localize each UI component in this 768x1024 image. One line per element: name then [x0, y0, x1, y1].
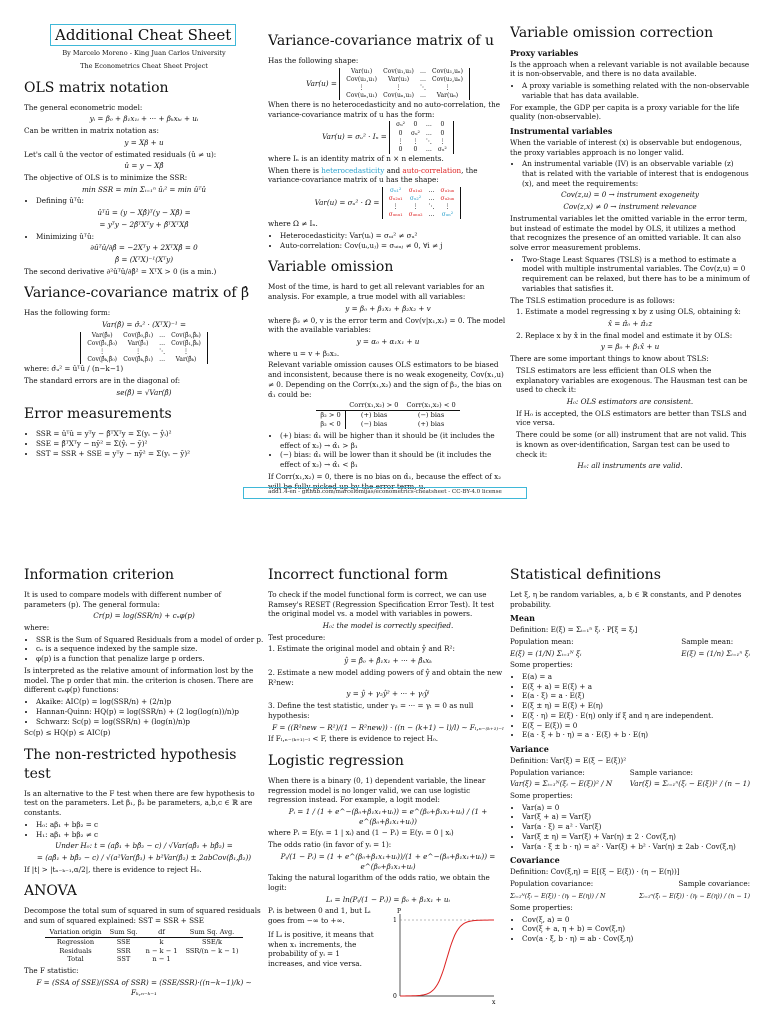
table-cell: k	[159, 937, 164, 946]
criteria-order: Sc(p) ≤ HQ(p) ≤ AIC(p)	[24, 728, 111, 738]
functional-s1: 1. Estimate the original model and obtain ŷ and R²:	[268, 644, 455, 654]
iv-req2: Cov(z,x) ≠ 0 → instrument relevance	[563, 202, 697, 212]
list-item: • φ(p) is a function that penalize large p orders.	[36, 654, 264, 664]
logit-title: Logistic regression	[268, 752, 404, 769]
column-1	[24, 24, 264, 512]
list-item: • Defining ûᵀû:	[36, 196, 264, 206]
table-row	[316, 411, 459, 420]
column-2: Variance-covariance matrix of u Has the following shape: Var(u) = Var(u₁) Cov(u₁,u₂) … Cov(u₁,uₙ) Cov(u₂,u₁) Var(u₂) … Cov(u₂,uₙ) ⋮ ⋮ ⋱ ⋮ Cov(uₙ,u₁) Cov(uₙ,u₂) … Var(uₙ) When there is no heterocedasticity and no auto-correlation, the variance-covariance matrix of u has the form: Var(u) = σᵤ² · Iₙ = σᵤ² 0 … 0 0 σᵤ² … 0 ⋮ ⋮ ⋱ ⋮ 0 0 … σᵤ² where Iₙ is an identity matrix of n × n elements. When there is heterocedasticity and auto-correlation, the variance-covariance matrix of u has the shape: Var(u) = σᵤ² · Ω = σᵤ₁² σᵤ₁ᵤ₂ … σᵤ₁ᵤₙ σᵤ₂ᵤ₁ σᵤ₂² … σᵤ₂ᵤₙ ⋮ ⋮ ⋱ ⋮ σᵤₙᵤ₁ σᵤₙᵤ₂ … σᵤₙ² where Ω ≠ Iₙ. • Heterocedasticity: Var(uᵢ) = σᵤᵢ² ≠ σᵤ² • Auto-correlation: Cov(uᵢ,uⱼ) = σᵤᵢᵤⱼ ≠ 0, ∀i ≠ j Variable omission Most of the time, is hard to get all relevant variables for an analysis. For example, a true model with all variables: y = β₀ + β₁x₁ + β₂x₂ + v where β₂ ≠ 0, v is the error term and Cov(v|x₁,x₂) = 0. The model with the available variables: y = α₀ + α₁x₁ + u where u = v + β₂x₂. Relevant variable omission causes OLS estimators to be biased and inconsistent, because there is no weak exogeneity, Cov(x₁,u) ≠ 0. Depending on the Corr(x₁,x₂) and the sign of β₂, the bias on α̂₁ could be: Corr(x₁,x₂) > 0 Corr(x₁,x₂) < 0 β₂ > 0 (+) bias (−) bias β₂ < 0 (−) bias (+) bias • (+) bias: α̂₁ will be higher than it should be (it includes the effect of x₂) → α̂₁ > β₁ • (−) bias: α̂₁ will be lower than it should be (it includes the effect of x₂) → α̂₁ < β₁ If Corr(x₁,x₂) = 0, there is no bias on α̂₁, because the effect of x₂ will be fully picked up by the error term, u.	[268, 24, 508, 512]
list-item: • Akaike: AIC(p) = log(SSR/n) + (2/n)p	[36, 697, 264, 707]
matrix-cell: ⋱	[159, 347, 166, 355]
list-item: • Cov(ξ, a) = 0	[522, 915, 750, 925]
pop-mean-eq: E(ξ) = (1/N) Σᵢ₌₁ᴺ ξᵢ	[510, 648, 582, 658]
ols-matrix-eq: y = Xβ + u	[124, 137, 164, 147]
info-eq: Cr(p) = log(SSR/n) + cₙφ(p)	[93, 611, 195, 621]
ols-resid-eq: û = y − Xβ̂	[124, 161, 164, 171]
nonres-p1: Is an alternative to the F test when there are few hypothesis to test on the parameters. Let β₁, β₂ be parameters, a,b,c ∈ ℝ are constants.	[24, 788, 255, 818]
covariance-heading: Covariance	[510, 855, 560, 866]
se-eq: se(β̂) = √Var(β̂)	[116, 387, 172, 397]
tsls-note2-eq: H₀: all instruments are valid.	[577, 461, 683, 471]
ols-minimizing-list	[24, 232, 264, 242]
list-item: • Cov(ξ + a, η + b) = Cov(ξ,η)	[522, 924, 750, 934]
list-item: • Var(a) = 0	[522, 803, 750, 813]
table-cell: β₂ < 0	[316, 420, 345, 429]
list-item: • Cov(a · ξ, b · η) = ab · Cov(ξ,η)	[522, 934, 750, 944]
matrix-cell: 0	[398, 145, 403, 153]
ols-defining-list	[24, 196, 264, 206]
matrix-cell: …	[159, 339, 166, 347]
matrix-cell: σᵤₙ²	[441, 211, 454, 219]
table-header-cell: Sum Sq.	[106, 928, 142, 937]
matrix-cell: Cov(β̂₀,β̂ₖ)	[171, 331, 201, 339]
mean-props-label: Some properties:	[510, 660, 573, 670]
table-header-cell	[316, 401, 345, 410]
table-row	[45, 937, 242, 946]
authors: By Marcelo Moreno - King Juan Carlos University	[62, 49, 226, 58]
ols-min-eq2: β̂ = (XᵀX)⁻¹(Xᵀy)	[114, 255, 174, 265]
table-row	[45, 947, 242, 956]
cov-props-list	[510, 915, 750, 944]
matrix-cell: σᵤ²	[396, 121, 406, 129]
matrix-cell: 0	[440, 129, 445, 137]
matrix-cell: σᵤ²	[411, 129, 420, 137]
anova-table	[45, 928, 242, 965]
functional-p1: To check if the model functional form is correct, we can use Ramsey's RESET (Regression Specification Error Test). It test the original model vs. a model with variables in powers.	[268, 589, 495, 619]
matrix-cell: Cov(u₂,uₙ)	[432, 75, 463, 83]
matrix-cell: Cov(β̂₁,β̂ₖ)	[171, 339, 201, 347]
list-item: • (+) bias: α̂₁ will be higher than it should be (it includes the effect of x₂) → α̂₁ > β₁	[280, 431, 508, 450]
matrix-cell: ⋱	[428, 203, 435, 211]
table-cell: n − 1	[152, 955, 171, 964]
vcov-beta-title: Variance-covariance matrix of β̂	[24, 285, 250, 302]
matrix-cell: 0	[413, 145, 418, 153]
info-p1: It is used to compare models with different number of parameters (p). The general formula:	[24, 589, 222, 609]
info-p2: Is interpreted as the relative amount of information lost by the model. The p order that min. the criterion is chosen. There are different cₙφ(p) functions:	[24, 665, 254, 695]
ols-objective: The objective of OLS is to minimize the SSR:	[24, 172, 188, 182]
matrix-cell: ⋮	[182, 347, 189, 355]
list-item: • SSR = ûᵀû = yᵀy − β̂ᵀXᵀy = Σ(yᵢ − ŷᵢ)²	[36, 429, 264, 439]
matrix-cell: Cov(u₂,u₁)	[346, 75, 377, 83]
table-cell: (+) bias	[417, 420, 445, 429]
iv-p: When the variable of interest (x) is observable but endogenous, the proxy variables approach is no longer valid.	[510, 137, 742, 157]
omission-p5: If Corr(x₁,x₂) = 0, there is no bias on α̂₁, because the effect of x₂ will be fully picked up by the error term, u.	[268, 471, 502, 491]
var-def: Definition: Var(ξ) = E(ξ − E(ξ))²	[510, 755, 627, 765]
matrix-cell: σᵤ₁²	[390, 186, 402, 194]
stats-p1: Let ξ, η be random variables, a, b ∈ ℝ constants, and P denotes probability.	[510, 589, 742, 609]
functional-title: Incorrect functional form	[268, 567, 448, 583]
vcov-u-matrix	[339, 68, 470, 100]
logistic-curve	[400, 920, 494, 996]
project: The Econometrics Cheat Sheet Project	[80, 62, 208, 71]
logit-eq: Lᵢ = ln(Pᵢ/(1 − Pᵢ)) = β₀ + β₁x₁ + uᵢ	[326, 894, 450, 904]
omission-p1: Most of the time, is hard to get all relevant variables for an analysis. For example, a true model with all variables:	[268, 282, 485, 302]
ols-model-eq: yᵢ = β₀ + β₁x₁ᵢ + ··· + βₖxₖᵢ + uᵢ	[89, 114, 199, 124]
anova-f-eq: F = (SSA of SSE)/(SSA of SSR) = (SSE/SSR)·((n−k−1)/k) ∼ Fₖ,ₙ₋ₖ₋₁	[36, 978, 252, 997]
matrix-cell: 0	[440, 121, 445, 129]
mean-heading: Mean	[510, 613, 535, 624]
functional-s3: 3. Define the test statistic, under γ₂ = ··· = γₗ = 0 as null hypothesis:	[268, 701, 474, 720]
nonres-under: Under H₀: t = (aβ̂₁ + bβ̂₂ − c) / √Var(aβ̂₁ + bβ̂₂) =	[55, 841, 233, 851]
matrix-cell: σᵤₙᵤ₂	[408, 211, 423, 219]
matrix-cell: Cov(u₁,uₙ)	[432, 67, 463, 75]
mean-props-list	[510, 672, 750, 740]
cov-props-label: Some properties:	[510, 902, 573, 912]
tsls-proc: The TSLS estimation procedure is as follows:	[510, 295, 675, 305]
proxy-list	[510, 81, 750, 100]
list-item: • Hannan-Quinn: HQ(p) = log(SSR/n) + (2 log(log(n))/n)p	[36, 707, 264, 717]
table-cell: (−) bias	[360, 420, 388, 429]
table-cell: SSE/k	[202, 937, 222, 946]
matrix-cell: …	[159, 331, 166, 339]
list-item: • Var(a · ξ) = a² · Var(ξ)	[522, 822, 750, 832]
table-row	[316, 420, 459, 429]
list-item: • Var(ξ + a) = Var(ξ)	[522, 812, 750, 822]
tsls-notes: There are some important things to know about TSLS:	[510, 354, 709, 364]
var-props-label: Some properties:	[510, 790, 573, 800]
proxy-p: Is the approach when a relevant variable is not available because it is non-observable, and there is no data available.	[510, 59, 750, 79]
table-cell: SST	[116, 955, 131, 964]
anova-p1: Decompose the total sum of squared in sum of squared residuals and sum of squared explained: SST = SSR + SSE	[24, 906, 261, 926]
list-item: • SST = SSR + SSE = yᵀy − nȳ² = Σ(yᵢ − ȳ)²	[36, 449, 264, 459]
omission-p3: where u = v + β₂x₂.	[268, 348, 340, 358]
samp-mean-eq: E(ξ) = (1/n) Σᵢ₌₁ⁿ ξᵢ	[681, 648, 750, 658]
logistic-curve-chart	[384, 906, 502, 1006]
functional-s2: 2. Estimate a new model adding powers of ŷ and obtain the new R²new:	[268, 667, 503, 687]
logit-eq1: Pᵢ = 1 / (1 + e^−(β₀+β₁x₁+uᵢ)) = e^(β₀+β₁x₁+uᵢ) / (1 + e^(β₀+β₁x₁+uᵢ))	[288, 807, 488, 826]
matrix-cell: σᵤ₁ᵤₙ	[440, 186, 455, 194]
matrix-cell: σᵤ₂²	[409, 195, 422, 203]
column-6	[510, 566, 750, 1024]
ols-intro: The general econometric model:	[24, 102, 143, 112]
matrix-cell: σᵤ₁ᵤ₂	[408, 186, 423, 194]
matrix-cell: ⋮	[444, 83, 451, 91]
functional-h0: H₀: the model is correctly specified.	[322, 621, 454, 631]
y-tick-label: 1	[393, 917, 397, 925]
table-cell: Total	[67, 955, 84, 964]
criteria-list	[24, 697, 264, 726]
table-cell	[181, 955, 242, 964]
matrix-cell: Var(β̂₁)	[127, 339, 149, 347]
correction-title: Variable omission correction	[510, 25, 714, 41]
vcov-beta-where: where: σ̂ᵤ² = ûᵀû / (n−k−1)	[24, 364, 124, 374]
logit-log-intro: Taking the natural logarithm of the odds ratio, we obtain the logit:	[268, 873, 490, 893]
matrix-cell: ⋮	[392, 203, 399, 211]
matrix-cell: Cov(u₁,u₂)	[383, 67, 414, 75]
pop-mean-label: Population mean:	[510, 636, 574, 646]
logit-odds: The odds ratio (in favor of yᵢ = 1):	[268, 840, 392, 850]
het-list	[268, 231, 508, 250]
list-item: • SSE = β̂ᵀXᵀy − nȳ² = Σ(ŷᵢ − ȳ)²	[36, 439, 264, 449]
ols-min-eq1: ∂ûᵀû/∂β̂ = −2Xᵀy + 2XᵀXβ̂ = 0	[90, 243, 198, 253]
matrix-cell: …	[425, 129, 432, 137]
license-footer[interactable]: add1.4-en - github.com/marcelomijas/econometrics-cheatsheet - CC-BY-4.0 license	[243, 487, 527, 499]
table-header-cell: Sum Sq. Avg.	[181, 928, 242, 937]
list-item: • H₀: aβ₁ + bβ₂ = c	[36, 820, 264, 830]
list-item: • E(ξ − E(ξ)) = 0	[522, 721, 750, 731]
matrix-cell: σᵤ²	[437, 145, 447, 153]
omega-matrix	[382, 187, 462, 219]
omission-p4: Relevant variable omission causes OLS estimators to be biased and inconsistent, because there is no weak exogeneity, Cov(x₁,u) ≠ 0. Depending on the Corr(x₁,x₂) and the sign of β₂, the bias on α̂₁ could be:	[268, 360, 504, 399]
matrix-cell: …	[420, 67, 426, 75]
vcov-u-intro: Has the following shape:	[268, 55, 359, 65]
identity-note: where Iₙ is an identity matrix of n × n elements.	[268, 153, 444, 163]
matrix-cell: ⋮	[99, 347, 106, 355]
ols-second-derivative: The second derivative ∂²ûᵀû/∂β̂² = XᵀX > 0 (is a min.)	[24, 266, 217, 276]
list-item: • cₙ is a sequence indexed by the sample size.	[36, 644, 264, 654]
matrix-cell: …	[428, 195, 435, 203]
y-axis-label: P	[397, 908, 402, 916]
pop-cov-eq: Σᵢ₌₁ᴺ(ξᵢ − E(ξ)) · (ηᵢ − E(η)) / N	[510, 892, 606, 900]
proxy-example: For example, the GDP per capita is a proxy variable for the life quality (non-observable).	[510, 102, 740, 122]
matrix-cell: Cov(β̂ₖ,β̂₁)	[123, 356, 153, 364]
matrix-cell: …	[428, 211, 435, 219]
list-item: • E(ξ + a) = E(ξ) + a	[522, 682, 750, 692]
info-list	[24, 635, 264, 664]
page-2	[0, 512, 768, 1024]
list-item: • A proxy variable is something related with the non-observable variable that has data available.	[522, 81, 750, 100]
table-header-cell: df	[142, 928, 182, 937]
functional-s2-eq: y = ŷ + γ₂ŷ² + ··· + γₗŷˡ	[346, 689, 430, 699]
matrix-cell: Cov(β̂₁,β̂₀)	[87, 339, 118, 347]
list-item: • SSR is the Sum of Squared Residuals from a model of order p.	[36, 635, 264, 645]
list-item: • H₁: aβ₁ + bβ₂ ≠ c	[36, 830, 264, 840]
vcov-beta-intro: Has the following form:	[24, 308, 111, 318]
tsls-note2: There could be some (or all) instrument that are not valid. This is known as over-identification, Sargan test can be used to check it:	[516, 430, 747, 459]
matrix-cell: Var(uₙ)	[436, 91, 459, 99]
omission-eq2: y = α₀ + α₁x₁ + u	[356, 336, 420, 346]
list-item: • Var(a · ξ ± b · η) = a² · Var(ξ) + b² · Var(η) ± 2ab · Cov(ξ,η)	[522, 842, 750, 852]
samp-var-eq: Var(ξ) = Σᵢ₌₁ⁿ(ξᵢ − E(ξ))² / (n − 1)	[629, 779, 750, 789]
bias-table	[316, 401, 459, 429]
logit-where: where Pᵢ = E(yᵢ = 1 | xᵢ) and (1 − Pᵢ) = E(yᵢ = 0 | xᵢ)	[268, 828, 454, 838]
ols-def-eq2: = yᵀy − 2β̂ᵀXᵀy + β̂ᵀXᵀXβ̂	[99, 219, 189, 229]
matrix-cell: Var(u₂)	[387, 75, 410, 83]
list-item: • Schwarz: Sc(p) = log(SSR/n) + (log(n)/n)p	[36, 717, 264, 727]
table-cell: Residuals	[59, 946, 92, 955]
matrix-cell: ⋮	[358, 83, 365, 91]
matrix-cell: …	[420, 75, 426, 83]
table-row	[45, 955, 242, 964]
iv-p2: Instrumental variables let the omitted variable in the error term, but instead of estimate the model by OLS, it utilizes a method that recognizes the presence of an omitted variable. It can also solve error measurement problems.	[510, 213, 748, 252]
vcov-u-title: Variance-covariance matrix of u	[268, 33, 495, 49]
matrix-cell: Cov(β̂ₖ,β̂₀)	[87, 356, 118, 364]
tsls-list	[510, 255, 750, 294]
table-header-cell: Variation origin	[45, 928, 105, 937]
tsls-step2: 2. Replace x by x̂ in the final model and estimate it by OLS:	[516, 330, 733, 340]
tsls-note1: TSLS estimators are less efficient than OLS when the explanatory variables are exogenous. The Hausman test can be used to check it:	[516, 365, 748, 395]
list-item: • E(a) = a	[522, 672, 750, 682]
matrix-cell: ⋮	[444, 203, 451, 211]
cov-def: Definition: Cov(ξ,η) = E[(ξ − E(ξ)) · (η − E(η))]	[510, 867, 680, 877]
bias-list	[268, 431, 508, 470]
matrix-cell: 0	[398, 129, 403, 137]
iv-list	[510, 159, 750, 188]
omega-where: where Ω ≠ Iₙ.	[268, 219, 318, 229]
nonres-list	[24, 820, 264, 839]
list-item: • (−) bias: α̂₁ will be lower than it should be (it includes the effect of x₂) → α̂₁ < β₁	[280, 450, 508, 469]
vcov-u-no-het: When there is no heterocedasticity and no auto-correlation, the variance-covariance matrix of u has the form:	[268, 99, 500, 119]
matrix-cell: ⋱	[420, 83, 426, 91]
table-cell: (−) bias	[417, 411, 445, 420]
logit-p3: If Lᵢ is positive, it means that when x₁ increments, the probability of yᵢ = 1 increases, and vice versa.	[268, 929, 374, 969]
column-4	[24, 566, 264, 1024]
info-where: where:	[24, 623, 50, 633]
ols-def-eq1: ûᵀû = (y − Xβ̂)ᵀ(y − Xβ̂) =	[97, 208, 191, 218]
functional-s1-eq: ŷ = β̂₀ + β̂₁x₁ + ··· + β̂ₖxₖ	[344, 656, 432, 666]
table-cell: Regression	[56, 937, 95, 946]
variance-heading: Variance	[510, 744, 549, 755]
matrix-cell: Var(u₁)	[351, 67, 373, 75]
matrix-cell: σᵤ₂ᵤ₁	[388, 195, 403, 203]
table-cell: β₂ > 0	[316, 411, 345, 420]
pop-var-label: Population variance:	[510, 767, 585, 777]
info-title: Information criterion	[24, 567, 175, 583]
table-cell: n − k − 1	[145, 946, 178, 955]
matrix-cell: Cov(uₙ,u₁)	[346, 91, 378, 99]
column-3	[510, 24, 750, 512]
tsls-step1-eq: x̂ = π̂₀ + π̂₁z	[607, 319, 653, 329]
pop-cov-label: Population covariance:	[510, 878, 594, 888]
iv-heading: Instrumental variables	[510, 126, 613, 136]
list-item: • Two-Stage Least Squares (TSLS) is a method to estimate a model with multiple instrumental variables. The Cov(z,u) = 0 requirement can be relaxed, but there has to be a minimum of variables that satisfies it.	[522, 255, 750, 294]
list-item: • E(a · ξ + b · η) = a · E(ξ) + b · E(η)	[522, 730, 750, 740]
x-axis-label: x	[492, 999, 496, 1007]
matrix-cell: …	[428, 186, 435, 194]
var-props-list	[510, 803, 750, 852]
tsls-step1: 1. Estimate a model regressing x by z using OLS, obtaining x̂:	[516, 307, 741, 317]
stats-title: Statistical definitions	[510, 567, 661, 583]
errors-list	[24, 429, 264, 458]
list-item: • E(a · ξ) = a · E(ξ)	[522, 691, 750, 701]
logit-odds-eq: Pᵢ/(1 − Pᵢ) = (1 + e^(β₀+β₁x₁+uᵢ))/(1 + e^−(β₀+β₁x₁+uᵢ)) = e^(β₀+β₁x₁+uᵢ)	[280, 851, 496, 871]
table-cell: SSR/(n − k − 1)	[185, 946, 239, 955]
diag-eq: Var(u) = σᵤ² · Iₙ =	[322, 132, 387, 142]
sheet-title: Additional Cheat Sheet	[50, 24, 236, 46]
matrix-cell: 0	[413, 121, 418, 129]
functional-reject: If Fₗ,ₙ₋₍ₖ₊₁₎₋ₗ < F, there is evidence to reject H₀.	[268, 734, 439, 744]
list-item: • E(ξ ± η) = E(ξ) + E(η)	[522, 701, 750, 711]
table-header-cell: Corr(x₁,x₂) > 0	[345, 401, 402, 410]
matrix-cell: σᵤₙᵤ₁	[388, 211, 403, 219]
list-item: • Auto-correlation: Cov(uᵢ,uⱼ) = σᵤᵢᵤⱼ ≠ 0, ∀i ≠ j	[280, 241, 508, 251]
samp-var-label: Sample variance:	[629, 767, 693, 777]
mean-def: Definition: E(ξ) = Σᵢ₌₁ⁿ ξᵢ · P[ξ = ξᵢ]	[510, 625, 638, 635]
matrix-cell: Var(β̂₀)	[91, 331, 113, 339]
tsls-step2-eq: y = β₀ + β₁x̂ + u	[600, 342, 660, 352]
omission-title: Variable omission	[268, 259, 394, 276]
matrix-cell: ⋮	[439, 137, 446, 145]
matrix-cell: …	[425, 145, 432, 153]
table-header-cell: Corr(x₁,x₂) < 0	[402, 401, 459, 410]
ols-resid-intro: Let's call û the vector of estimated residuals (û ≠ u):	[24, 149, 217, 159]
logit-p1: When there is a binary (0, 1) dependent variable, the linear regression model is no longer valid, we can use logistic regression instead. For example, a logit model:	[268, 775, 486, 805]
vcov-beta-eq: Var(β̂) = σ̂ᵤ² · (XᵀX)⁻¹ =	[102, 320, 186, 330]
samp-cov-eq: Σᵢ₌₁ⁿ(ξᵢ − E(ξ)) · (ηᵢ − E(η)) / (n − 1)	[639, 892, 750, 900]
matrix-cell: …	[425, 121, 432, 129]
samp-cov-label: Sample covariance:	[678, 878, 750, 888]
matrix-cell: ⋱	[425, 137, 432, 145]
proxy-heading: Proxy variables	[510, 47, 579, 58]
se-intro: The standard errors are in the diagonal of:	[24, 375, 181, 385]
omission-eq1: y = β₀ + β₁x₁ + β₂x₂ + v	[345, 303, 431, 313]
matrix-cell: ⋮	[412, 137, 419, 145]
errors-title: Error measurements	[24, 406, 172, 423]
diag-matrix	[389, 121, 454, 153]
functional-proc: Test procedure:	[268, 632, 326, 642]
ols-matrix-intro: Can be written in matrix notation as:	[24, 126, 159, 136]
column-5	[268, 566, 508, 1024]
matrix-cell: ⋮	[135, 347, 142, 355]
pop-var-eq: Var(ξ) = Σᵢ₌₁ᴺ(ξᵢ − E(ξ))² / N	[510, 779, 613, 789]
list-item: • Minimizing ûᵀû:	[36, 232, 264, 242]
iv-req1: Cov(z,u) = 0 → instrument exogeneity	[560, 190, 699, 200]
anova-f-intro: The F statistic:	[24, 966, 79, 976]
matrix-cell: ⋮	[395, 83, 402, 91]
matrix-cell: …	[420, 91, 426, 99]
matrix-cell: Cov(uₙ,u₂)	[383, 91, 414, 99]
matrix-cell: σᵤ₂ᵤₙ	[440, 195, 455, 203]
omission-p2: where β₂ ≠ 0, v is the error term and Cov(v|x₁,x₂) = 0. The model with the available variables:	[268, 315, 506, 335]
het-note: When there is heterocedasticity and auto-correlation, the variance-covariance matrix of u has the shape:	[268, 165, 478, 185]
matrix-cell: ⋮	[397, 137, 404, 145]
vcov-beta-matrix	[80, 332, 208, 364]
matrix-cell: Var(β̂ₖ)	[175, 356, 197, 364]
ols-ssr-eq: min SSR = min Σᵢ₌₁ⁿ ûᵢ² = min ûᵀû	[81, 184, 207, 194]
tsls-note1-p: If H₀ is accepted, the OLS estimators are better than TSLS and vice versa.	[516, 408, 747, 428]
ols-title: OLS matrix notation	[24, 79, 169, 96]
logit-p2: Pᵢ is between 0 and 1, but Lᵢ goes from −∞ to +∞.	[268, 906, 371, 926]
y-tick-label: 0	[393, 993, 397, 1001]
table-cell: SSR	[116, 946, 131, 955]
functional-s3-eq: F = ((R²new − R²)/(1 − R²new)) · ((n − (k+1) − l)/l) ∼ Fₗ,ₙ₋₍ₖ₊₁₎₋ₗ	[272, 722, 504, 732]
list-item: • An instrumental variable (IV) is an observable variable (z) that is related with the variable of interest that is endogenous (x), and meet the requirements:	[522, 159, 750, 188]
matrix-cell: Cov(β̂₀,β̂₁)	[123, 331, 154, 339]
list-item: • Var(ξ ± η) = Var(ξ) + Var(η) ± 2 · Cov(ξ,η)	[522, 832, 750, 842]
table-cell: (+) bias	[360, 411, 388, 420]
nonres-title: The non-restricted hypothesis test	[24, 746, 237, 782]
anova-title: ANOVA	[24, 883, 77, 900]
table-cell: SSE	[116, 937, 131, 946]
nonres-eq2: = (aβ̂₁ + bβ̂₂ − c) / √(a²Var(β̂₁) + b²Var(β̂₂) ± 2abCov(β̂₁,β̂₂))	[36, 853, 252, 863]
matrix-cell: …	[159, 356, 166, 364]
tsls-note1-eq: H₀: OLS estimators are consistent.	[566, 397, 694, 407]
nonres-reject: If |t| > |tₙ₋ₖ₋₁,α/2|, there is evidence to reject H₀.	[24, 864, 202, 874]
samp-mean-label: Sample mean:	[681, 636, 734, 646]
omega-eq: Var(u) = σᵤ² · Ω =	[314, 198, 380, 208]
list-item: • E(ξ · η) = E(ξ) · E(η) only if ξ and η are independent.	[522, 711, 750, 721]
list-item: • Heterocedasticity: Var(uᵢ) = σᵤᵢ² ≠ σᵤ²	[280, 231, 508, 241]
matrix-cell: ⋮	[412, 203, 419, 211]
